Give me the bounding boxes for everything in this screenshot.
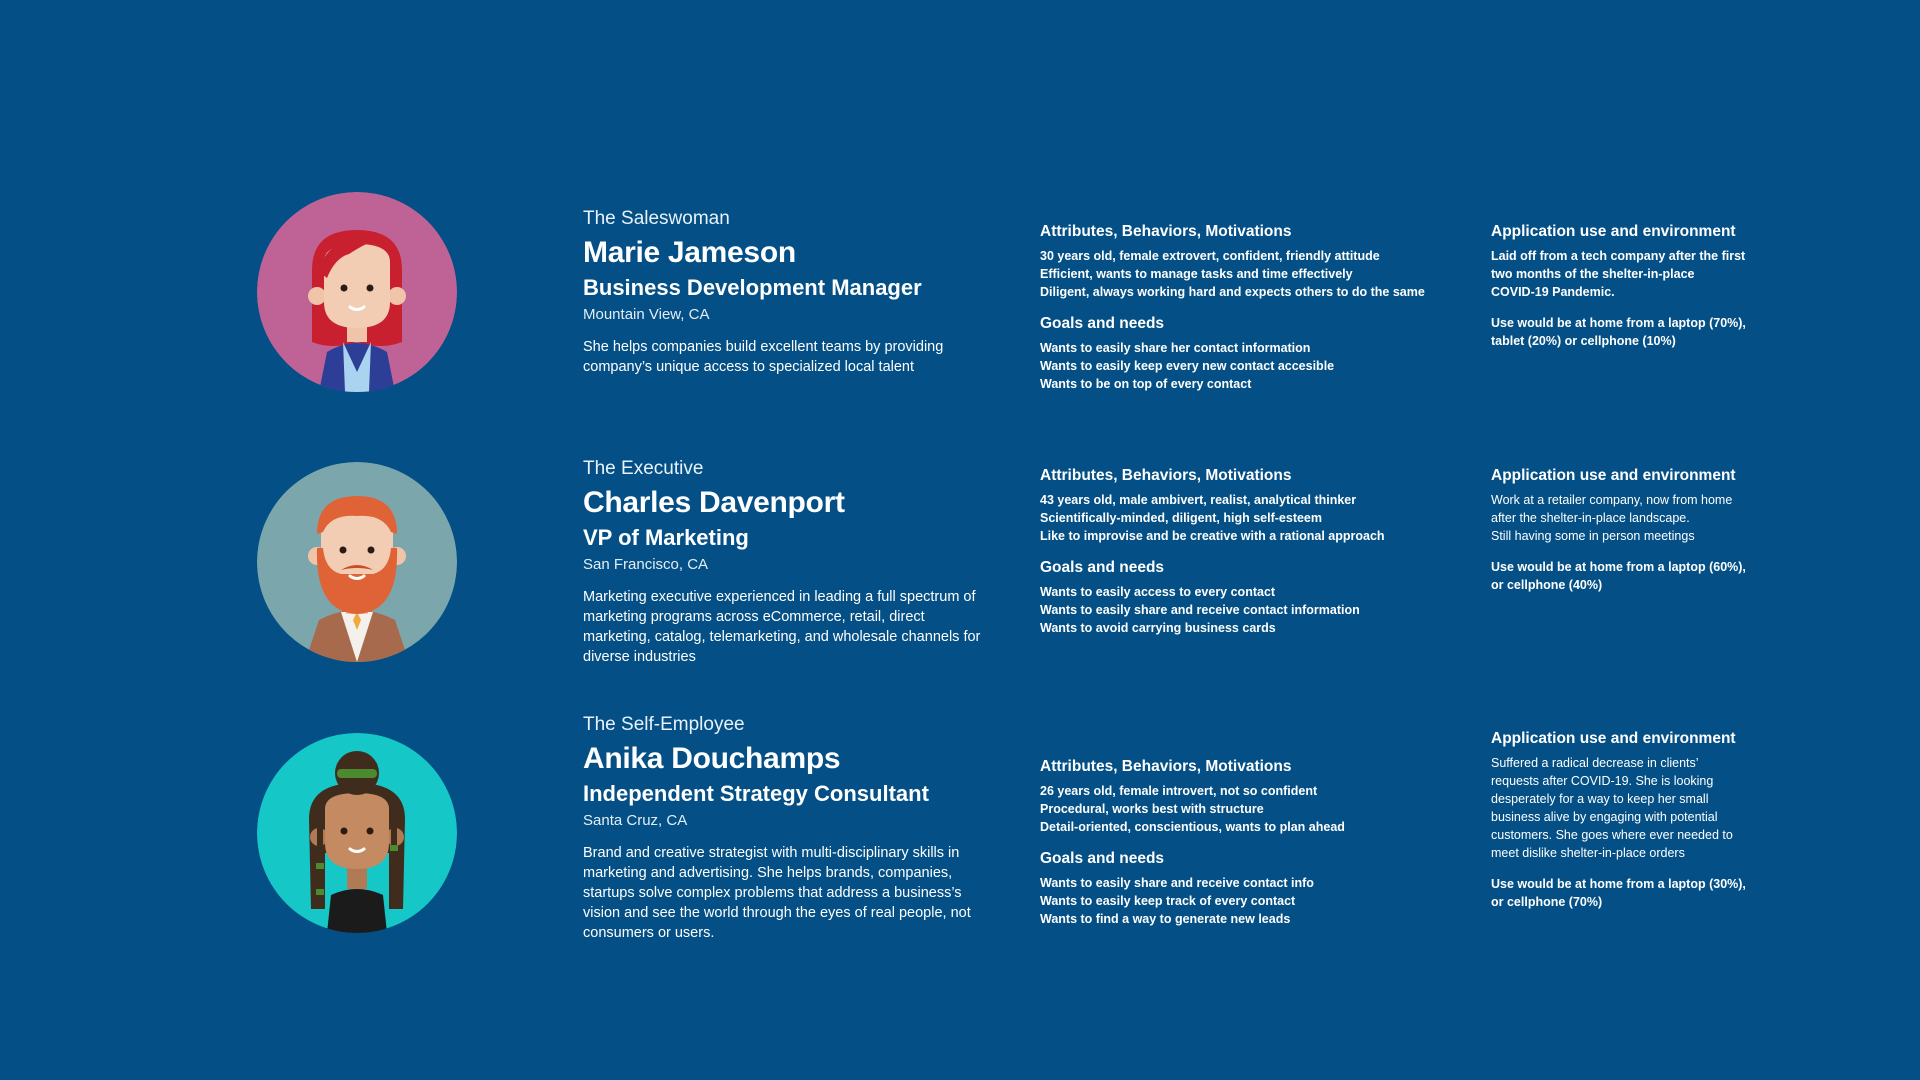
attribute-item: 30 years old, female extrovert, confident, friendly attitude	[1040, 249, 1380, 263]
attributes-section	[1040, 757, 1460, 928]
persona-identity	[583, 208, 983, 377]
app-use-heading: Application use and environment	[1491, 730, 1736, 747]
attributes-section	[1040, 466, 1460, 637]
goal-item: Wants to easily keep every new contact accesible	[1040, 359, 1335, 373]
app-use-section	[1491, 222, 1911, 350]
app-usage-line: or cellphone (70%)	[1491, 895, 1603, 909]
goals-heading: Goals and needs	[1040, 850, 1165, 867]
attributes-heading: Attributes, Behaviors, Motivations	[1040, 223, 1292, 240]
goals-heading: Goals and needs	[1040, 315, 1165, 332]
persona-role: The Executive	[583, 458, 704, 479]
app-context-line: two months of the shelter-in-place	[1491, 267, 1695, 281]
persona-bio: She helps companies build excellent teams by providing company’s unique access to specialized local talent	[583, 339, 944, 375]
goal-item: Wants to easily share and receive contact info	[1040, 876, 1314, 890]
app-use-heading: Application use and environment	[1491, 467, 1736, 484]
attribute-item: Scientifically-minded, diligent, high self-esteem	[1040, 511, 1323, 525]
persona-job-title: VP of Marketing	[583, 525, 749, 550]
app-usage-line: tablet (20%) or cellphone (10%)	[1491, 334, 1676, 348]
persona-role: The Self-Employee	[583, 714, 745, 735]
app-use-section	[1491, 729, 1911, 911]
saleswoman-avatar-illustration	[257, 192, 457, 392]
persona-name: Marie Jameson	[583, 236, 796, 269]
attributes-heading: Attributes, Behaviors, Motivations	[1040, 467, 1292, 484]
attribute-item: 43 years old, male ambivert, realist, analytical thinker	[1040, 493, 1357, 507]
app-context-line: business alive by engaging with potential	[1491, 810, 1718, 824]
goal-item: Wants to easily access to every contact	[1040, 585, 1276, 599]
self-employee-avatar-illustration	[257, 733, 457, 933]
persona-job-title: Independent Strategy Consultant	[583, 781, 929, 806]
app-context-line: Still having some in person meetings	[1491, 529, 1695, 543]
goal-item: Wants to easily keep track of every contact	[1040, 894, 1296, 908]
app-usage-line: Use would be at home from a laptop (30%),	[1491, 877, 1746, 891]
app-context-line: Suffered a radical decrease in clients’	[1491, 756, 1699, 770]
attribute-item: Efficient, wants to manage tasks and time effectively	[1040, 267, 1353, 281]
persona-location: San Francisco, CA	[583, 556, 709, 573]
goal-item: Wants to easily share her contact information	[1040, 341, 1311, 355]
goal-item: Wants to be on top of every contact	[1040, 377, 1252, 391]
app-use-heading: Application use and environment	[1491, 223, 1736, 240]
attribute-item: Like to improvise and be creative with a rational approach	[1040, 529, 1385, 543]
persona-job-title: Business Development Manager	[583, 275, 922, 300]
executive-avatar-illustration	[257, 462, 457, 662]
app-context-line: customers. She goes where ever needed to	[1491, 828, 1733, 842]
self-employee-avatar-icon	[257, 733, 457, 933]
app-context-line: desperately for a way to keep her small	[1491, 792, 1709, 806]
goal-item: Wants to avoid carrying business cards	[1040, 621, 1276, 635]
attributes-section	[1040, 222, 1460, 393]
app-usage-line: Use would be at home from a laptop (70%),	[1491, 316, 1746, 330]
executive-avatar-icon	[257, 462, 457, 662]
attribute-item: Detail-oriented, conscientious, wants to plan ahead	[1040, 820, 1345, 834]
persona-bio: Marketing executive experienced in leading a full spectrum of marketing programs across eCommerce, retail, direct marketing, catalog, telemarketing, and wholesale channels for diverse industries	[583, 589, 981, 665]
attribute-item: Diligent, always working hard and expects others to do the same	[1040, 285, 1425, 299]
goal-item: Wants to easily share and receive contact information	[1040, 603, 1360, 617]
attributes-heading: Attributes, Behaviors, Motivations	[1040, 758, 1292, 775]
app-usage-line: Use would be at home from a laptop (60%),	[1491, 560, 1746, 574]
persona-identity	[583, 714, 983, 943]
goal-item: Wants to find a way to generate new leads	[1040, 912, 1291, 926]
app-use-section	[1491, 466, 1911, 594]
persona-location: Santa Cruz, CA	[583, 812, 688, 829]
app-context-line: after the shelter-in-place landscape.	[1491, 511, 1690, 525]
attribute-item: Procedural, works best with structure	[1040, 802, 1264, 816]
app-context-line: Laid off from a tech company after the first	[1491, 249, 1746, 263]
persona-identity	[583, 458, 983, 667]
persona-location: Mountain View, CA	[583, 306, 710, 323]
app-context-line: meet dislike shelter-in-place orders	[1491, 846, 1685, 860]
app-context-line: requests after COVID-19. She is looking	[1491, 774, 1714, 788]
app-context-line: COVID-19 Pandemic.	[1491, 285, 1615, 299]
goals-heading: Goals and needs	[1040, 559, 1165, 576]
app-usage-line: or cellphone (40%)	[1491, 578, 1603, 592]
app-context-line: Work at a retailer company, now from home	[1491, 493, 1733, 507]
persona-name: Anika Douchamps	[583, 742, 841, 775]
persona-bio: Brand and creative strategist with multi-disciplinary skills in marketing and advertising. She helps brands, companies, startups solve complex problems that address a business’s vision and see the world through the eyes of real people, not consumers or users.	[583, 845, 971, 941]
attribute-item: 26 years old, female introvert, not so confident	[1040, 784, 1318, 798]
persona-role: The Saleswoman	[583, 208, 730, 229]
persona-name: Charles Davenport	[583, 486, 845, 519]
saleswoman-avatar-icon	[257, 192, 457, 392]
